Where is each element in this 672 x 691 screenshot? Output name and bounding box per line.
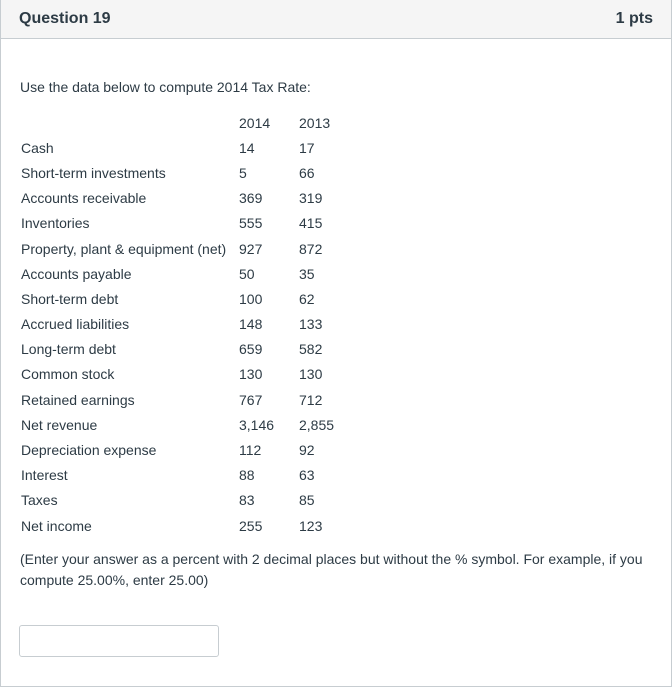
value-2014: 5 (239, 164, 247, 181)
table-row (18, 362, 352, 387)
table-row (18, 412, 352, 437)
row-label: Net income (21, 517, 92, 534)
table-row (18, 337, 352, 362)
table-row (18, 488, 352, 513)
value-2013: 872 (299, 240, 323, 257)
row-label: Inventories (21, 215, 90, 232)
table-row (18, 211, 352, 236)
table-row (18, 437, 352, 462)
question-prompt: Use the data below to compute 2014 Tax Rate: (20, 79, 311, 95)
answer-input[interactable] (19, 625, 219, 657)
value-2013: 17 (299, 139, 315, 156)
column-header-2014: 2014 (239, 114, 271, 131)
table-row (18, 312, 352, 337)
table-row (18, 160, 352, 185)
table-row (18, 513, 352, 538)
row-label: Short-term investments (21, 164, 166, 181)
table-row (18, 387, 352, 412)
value-2014: 50 (239, 265, 255, 282)
value-2013: 2,855 (299, 416, 335, 433)
value-2014: 88 (239, 467, 255, 484)
row-label: Short-term debt (21, 290, 119, 307)
value-2014: 659 (239, 341, 263, 358)
value-2013: 582 (299, 341, 323, 358)
value-2014: 767 (239, 391, 263, 408)
row-label: Net revenue (21, 416, 98, 433)
value-2013: 130 (299, 366, 323, 383)
value-2013: 712 (299, 391, 323, 408)
question-title: Question 19 (19, 10, 111, 27)
value-2013: 319 (299, 190, 323, 207)
row-label: Long-term debt (21, 341, 116, 358)
table-row (18, 286, 352, 311)
column-header-label (18, 110, 236, 135)
row-label: Accounts payable (21, 265, 132, 282)
value-2014: 14 (239, 139, 255, 156)
answer-instructions: (Enter your answer as a percent with 2 decimal places but without the % symbol. For example, if you compute 25.00%, enter 25.00) (20, 551, 643, 588)
row-label: Depreciation expense (21, 442, 157, 459)
value-2013: 63 (299, 467, 315, 484)
value-2014: 927 (239, 240, 263, 257)
value-2013: 123 (299, 517, 323, 534)
financial-data-table (18, 110, 352, 538)
value-2014: 100 (239, 290, 263, 307)
value-2013: 415 (299, 215, 323, 232)
value-2014: 3,146 (239, 416, 275, 433)
table-row (18, 186, 352, 211)
value-2013: 92 (299, 442, 315, 459)
row-label: Interest (21, 467, 68, 484)
value-2013: 85 (299, 492, 315, 509)
row-label: Common stock (21, 366, 115, 383)
value-2014: 255 (239, 517, 263, 534)
value-2013: 35 (299, 265, 315, 282)
question-header (1, 0, 671, 39)
value-2013: 62 (299, 290, 315, 307)
value-2014: 555 (239, 215, 263, 232)
value-2014: 369 (239, 190, 263, 207)
table-row (18, 236, 352, 261)
row-label: Accrued liabilities (21, 316, 130, 333)
value-2013: 66 (299, 164, 315, 181)
value-2014: 112 (239, 442, 262, 459)
row-label: Property, plant & equipment (net) (21, 240, 227, 257)
row-label: Cash (21, 139, 54, 156)
value-2014: 148 (239, 316, 263, 333)
table-row (18, 135, 352, 160)
value-2014: 83 (239, 492, 255, 509)
row-label: Taxes (21, 492, 58, 509)
question-points: 1 pts (615, 10, 653, 27)
column-header-2013: 2013 (299, 114, 331, 131)
table-row (18, 261, 352, 286)
table-header-row (18, 110, 352, 135)
value-2014: 130 (239, 366, 263, 383)
table-row (18, 463, 352, 488)
value-2013: 133 (299, 316, 323, 333)
row-label: Retained earnings (21, 391, 135, 408)
row-label: Accounts receivable (21, 190, 147, 207)
